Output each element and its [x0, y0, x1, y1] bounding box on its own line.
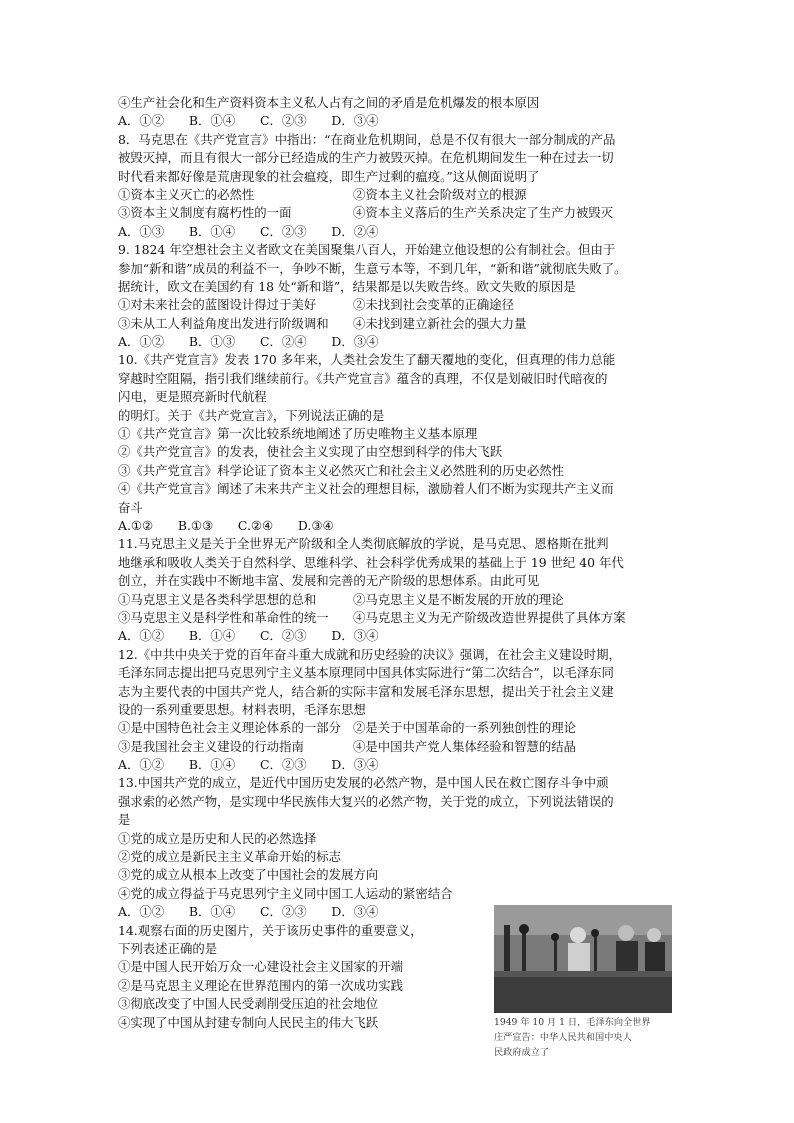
text-line: 12.《中共中央关于党的百年奋斗重大成就和历史经验的决议》强调，在社会主义建设时期，: [118, 646, 621, 662]
photo-caption-line: 1949 年 10 月 1 日，毛泽东向全世界: [494, 1017, 651, 1028]
option-row: [118, 591, 678, 609]
text-line: 据统计，欧文在美国约有 18 处“新和谐”，结果都是以失败告终。欧文失败的原因是: [118, 278, 576, 294]
option-text: ②资本主义社会阶级对立的根源: [353, 186, 527, 202]
option-row: [118, 609, 678, 627]
option-text: ①资本主义灭亡的必然性: [118, 186, 255, 202]
option-row: [118, 296, 678, 314]
history-photo: [494, 905, 672, 1013]
question-page: [118, 94, 678, 1032]
option-text: ④马克思主义为无产阶级改造世界提供了具体方案: [353, 609, 626, 625]
text-line: 强求索的必然产物，是实现中华民族伟大复兴的必然产物，关于党的成立，下列说法错误的: [118, 793, 614, 809]
option-text: ③资本主义制度有腐朽性的一面: [118, 205, 292, 221]
text-line: ②党的成立是新民主主义革命开始的标志: [118, 849, 342, 865]
option-text: ③未从工人利益角度出发进行阶级调和: [118, 315, 329, 331]
text-line: 穿越时空阻隔，指引我们继续前行。《共产党宣言》蕴含的真理，不仅是划破旧时代暗夜的: [118, 370, 608, 386]
text-line: 10.《共产党宣言》发表 170 多年来，人类社会发生了翻天覆地的变化，但真理的伟力总能: [118, 352, 616, 368]
option-text: ②未找到社会变革的正确途径: [353, 297, 515, 313]
text-line: 创立，并在实践中不断地丰富、发展和完善的无产阶级的思想体系。由此可见: [118, 573, 540, 589]
text-line: ④《共产党宣言》阐述了未来共产主义社会的理想目标，激励着人们不断为实现共产主义而: [118, 481, 614, 497]
text-line: ③党的成立从根本上改变了中国社会的发展方向: [118, 867, 379, 883]
text-line: ③彻底改变了中国人民受剥削受压迫的社会地位: [118, 996, 379, 1012]
text-line: A．①② B．①④ C．②③ D．③④: [118, 757, 379, 773]
text-line: 8．马克思在《共产党宣言》中指出：“在商业危机期间，总是不仅有很大一部分制成的产品: [118, 131, 616, 147]
text-line: 被毁灭掉，而且有很大一部分已经造成的生产力被毁灭掉。在危机期间发生一种在过去一切: [118, 150, 614, 166]
text-line: 设的一系列重要思想。材料表明，毛泽东思想: [118, 701, 366, 717]
option-text: ②马克思主义是不断发展的开放的理论: [353, 591, 564, 607]
text-line: A．①② B．①④ C．②③ D．③④: [118, 628, 379, 644]
text-line: ②是马克思主义理论在世界范围内的第一次成功实践: [118, 977, 403, 993]
option-text: ④资本主义落后的生产关系决定了生产力被毁灭: [353, 205, 614, 221]
text-line: A．①③ B．①④ C．②③ D．②④: [118, 223, 379, 239]
option-row: [118, 738, 678, 756]
text-line: 的明灯。关于《共产党宣言》，下列说法正确的是: [118, 407, 385, 423]
text-line: 地继承和吸收人类关于自然科学、思维科学、社会科学优秀成果的基础上于 19 世纪 40 年代: [118, 554, 624, 570]
photo-caption-line: 庄严宣告：中华人民共和国中央人: [494, 1032, 632, 1043]
text-line: 9. 1824 年空想社会主义者欧文在美国聚集八百人，开始建立他设想的公有制社会。但由于: [118, 242, 616, 258]
option-row: [118, 204, 678, 222]
text-line: ④生产社会化和生产资料资本主义私人占有之间的矛盾是危机爆发的根本原因: [118, 95, 540, 110]
text-line: ④实现了中国从封建专制向人民民主的伟大飞跃: [118, 1014, 379, 1030]
photo-illustration: [494, 905, 672, 1013]
text-line: 志为主要代表的中国共产党人，结合新的实际丰富和发展毛泽东思想，提出关于社会主义建: [118, 683, 614, 699]
text-line: 参加“新和谐”成员的利益不一，争吵不断，生意亏本等，不到几年，“新和谐”就彻底失败了。: [118, 260, 627, 276]
text-line: A．①② B．①④ C．②③ D．③④: [118, 113, 379, 129]
text-line: 闪电，更是照亮新时代航程: [118, 389, 267, 405]
text-line: 奋斗: [118, 499, 143, 515]
text-line: ②《共产党宣言》的发表，使社会主义实现了由空想到科学的伟大飞跃: [118, 444, 503, 460]
text-line: ③《共产党宣言》科学论证了资本主义必然灭亡和社会主义必然胜利的历史必然性: [118, 462, 565, 478]
history-photo-figure: [494, 905, 672, 1060]
option-text: ③马克思主义是科学性和革命性的统一: [118, 609, 329, 625]
text-line: A．①② B．①④ C．②③ D．③④: [118, 904, 379, 920]
photo-caption-line: 民政府成立了: [494, 1047, 550, 1058]
text-line: ①《共产党宣言》第一次比较系统地阐述了历史唯物主义基本原理: [118, 426, 478, 442]
option-text: ②是关于中国革命的一系列独创性的理论: [353, 720, 577, 736]
text-line: ①党的成立是历史和人民的必然选择: [118, 830, 317, 846]
text-line: 11.马克思主义是关于全世界无产阶级和全人类彻底解放的学说，是马克思、恩格斯在批判: [118, 536, 609, 552]
text-line: A．①② B．①③ C．②④ D．③④: [118, 334, 379, 350]
photo-caption: [494, 1015, 672, 1060]
option-text: ①对未来社会的蓝图设计得过于美好: [118, 297, 317, 313]
text-line: 毛泽东同志提出把马克思列宁主义基本原理同中国具体实际进行“第二次结合”，以毛泽东同: [118, 665, 614, 681]
text-line: ④党的成立得益于马克思列宁主义同中国工人运动的紧密结合: [118, 885, 453, 901]
text-line: 下列表述正确的是: [118, 940, 218, 956]
text-line: 13.中国共产党的成立，是近代中国历史发展的必然产物，是中国人民在救亡图存斗争中顽: [118, 775, 609, 791]
option-text: ①是中国特色社会主义理论体系的一部分: [118, 720, 342, 736]
text-line: A.①② B.①③ C.②④ D.③④: [118, 517, 334, 533]
option-row: [118, 719, 678, 737]
option-text: ①马克思主义是各类科学思想的总和: [118, 591, 317, 607]
text-line: 是: [118, 812, 131, 828]
option-row: [118, 186, 678, 204]
option-text: ④是中国共产党人集体经验和智慧的结晶: [353, 738, 577, 754]
text-line: ①是中国人民开始万众一心建设社会主义国家的开端: [118, 959, 403, 975]
text-line: 时代看来都好像是荒唐现象的社会瘟疫，即生产过剩的瘟疫。”这从侧面说明了: [118, 168, 540, 184]
text-line: 14.观察右面的历史图片，关于该历史事件的重要意义，: [118, 922, 423, 938]
option-text: ③是我国社会主义建设的行动指南: [118, 738, 304, 754]
option-text: ④未找到建立新社会的强大力量: [353, 315, 527, 331]
option-row: [118, 315, 678, 333]
